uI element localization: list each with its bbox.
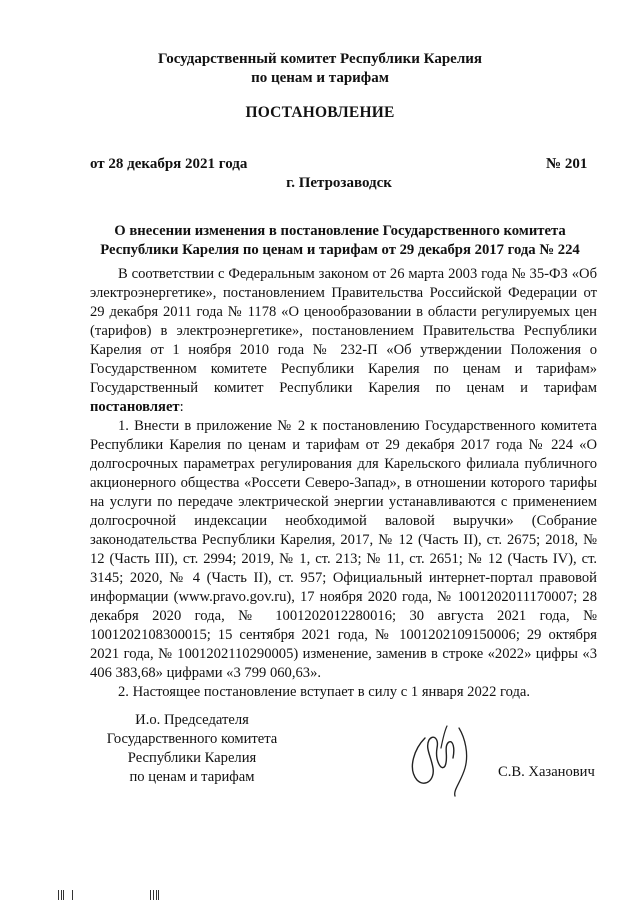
signatory-title-line-1: И.о. Председателя	[135, 712, 249, 728]
signatory-name: С.В. Хазанович	[498, 764, 595, 780]
preamble-text: В соответствии с Федеральным законом от 26 марта 2003 года № 35-ФЗ «Об электроэнергетике», постановлением Правительства Российской Федерации от 29 декабря 2011 года № 1178 «О ценообразовании в области регулируемых цен (тарифов) в электроэнергетике», постановлением Правительства Республики Карелия от 1 ноября 2010 года № 232-П «Об утверждении Положения о Государственном комитете Республики Карелия по ценам и тарифам» Государственный комитет Республики Карелия по ценам и тарифам	[90, 266, 597, 396]
item-2-paragraph: 2. Настоящее постановление вступает в силу с 1 января 2022 года.	[118, 684, 531, 700]
signatory-title-line-3: Республики Карелия	[127, 750, 257, 766]
barcode-mark-left	[58, 890, 88, 900]
document-city: г. Петрозаводск	[286, 175, 392, 191]
resolves-keyword: постановляет	[90, 399, 180, 415]
document-date: от 28 декабря 2021 года	[90, 156, 248, 172]
document-body	[90, 265, 597, 702]
signatory-title-line-4: по ценам и тарифам	[129, 769, 255, 785]
document-number: № 201	[546, 156, 588, 172]
barcode-mark-right	[150, 890, 170, 900]
document-subject	[90, 222, 590, 260]
issuer-line-2: по ценам и тарифам	[251, 70, 389, 86]
item-1-paragraph: 1. Внести в приложение № 2 к постановлению Государственного комитета Республики Карелия по ценам и тарифам от 29 декабря 2017 года № 224 «О долгосрочных параметрах регулирования для Карельского филиала публичного акционерного общества «Россети Северо-Запад», в отношении которого тарифы на услуги по передаче электрической энергии устанавливаются с применением долгосрочной индексации необходимой валовой выручки» (Собрание законодательства Республики Карелия, 2017, № 12 (Часть II), ст. 2675; 2018, № 12 (Часть III), ст. 2994; 2019, № 1, ст. 213; № 11, ст. 2651; № 12 (Часть IV), ст. 3145; 2020, № 4 (Часть II), ст. 957; Официальный интернет-портал правовой информации (www.pravo.gov.ru), 17 ноября 2020 года, № 1001202011170007; 28 декабря 2020 года, № 1001202012280016; 30 августа 2021 года, № 1001202108300015; 15 сентября 2021 года, № 1001202109150006; 29 октября 2021 года, № 1001202110290005) изменение, заменив в строке «2022» цифры «3 406 383,68» цифрами «3 799 060,63».	[90, 418, 597, 681]
preamble-paragraph	[90, 265, 597, 417]
handwritten-signature	[395, 708, 490, 798]
document-type: ПОСТАНОВЛЕНИЕ	[245, 104, 395, 121]
subject-line-2: Республики Карелия по ценам и тарифам от 29 декабря 2017 года № 224	[100, 242, 580, 258]
signatory-title-line-2: Государственного комитета	[106, 731, 278, 747]
issuer-line-1: Государственный комитет Республики Карелия	[158, 51, 482, 67]
preamble-end: :	[179, 399, 184, 415]
signatory-title	[92, 711, 292, 787]
issuer-header	[0, 50, 640, 88]
subject-line-1: О внесении изменения в постановление Государственного комитета	[114, 223, 566, 239]
